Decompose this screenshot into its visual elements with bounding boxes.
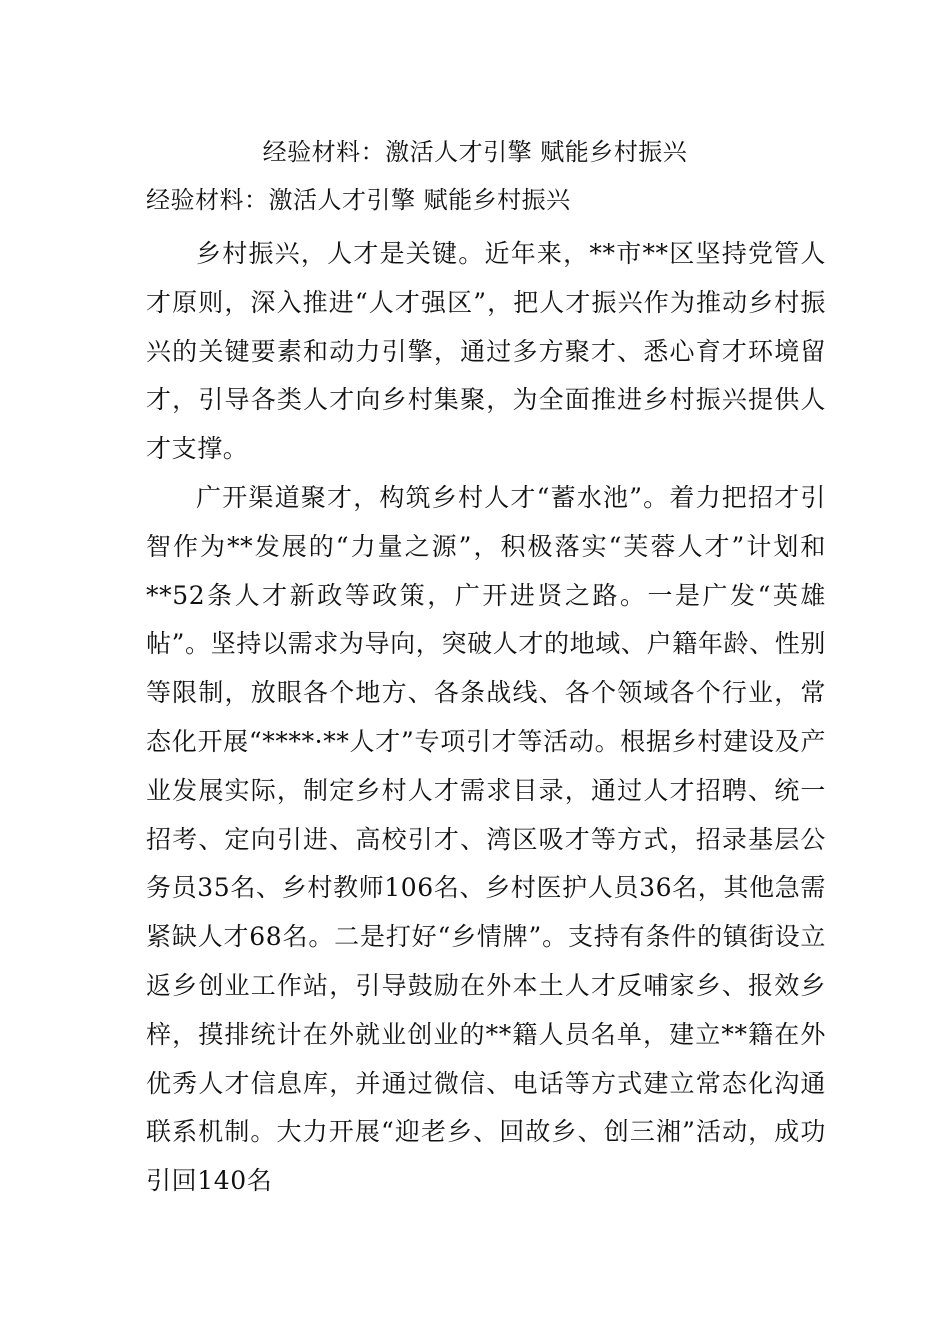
document-title: 经验材料：激活人才引擎 赋能乡村振兴 [262, 138, 688, 166]
document-body [146, 230, 826, 1206]
paragraph-intro: 乡村振兴，人才是关键。近年来，**市**区坚持党管人才原则，深入推进“人才强区”，把人才振兴作为推动乡村振兴的关键要素和动力引擎，通过多方聚才、悉心育才环境留才，引导各类人才向乡村集聚，为全面推进乡村振兴提供人才支撑。 [146, 239, 826, 464]
paragraph-talent-recruitment: 广开渠道聚才，构筑乡村人才“蓄水池”。着力把招才引智作为**发展的“力量之源”，积极落实“芙蓉人才”计划和**52条人才新政等政策，广开进贤之路。一是广发“英雄帖”。坚持以需求为导向，突破人才的地域、户籍年龄、性别等限制，放眼各个地方、各条战线、各个领域各个行业，常态化开展“****·**人才”专项引才等活动。根据乡村建设及产业发展实际，制定乡村人才需求目录，通过人才招聘、统一招考、定向引进、高校引才、湾区吸才等方式，招录基层公务员35名、乡村教师106名、乡村医护人员36名，其他急需紧缺人才68名。二是打好“乡情牌”。支持有条件的镇街设立返乡创业工作站，引导鼓励在外本土人才反哺家乡、报效乡梓，摸排统计在外就业创业的**籍人员名单，建立**籍在外优秀人才信息库，并通过微信、电话等方式建立常态化沟通联系机制。大力开展“迎老乡、回故乡、创三湘”活动，成功引回140名 [146, 482, 826, 1196]
document-subtitle: 经验材料：激活人才引擎 赋能乡村振兴 [146, 186, 571, 214]
